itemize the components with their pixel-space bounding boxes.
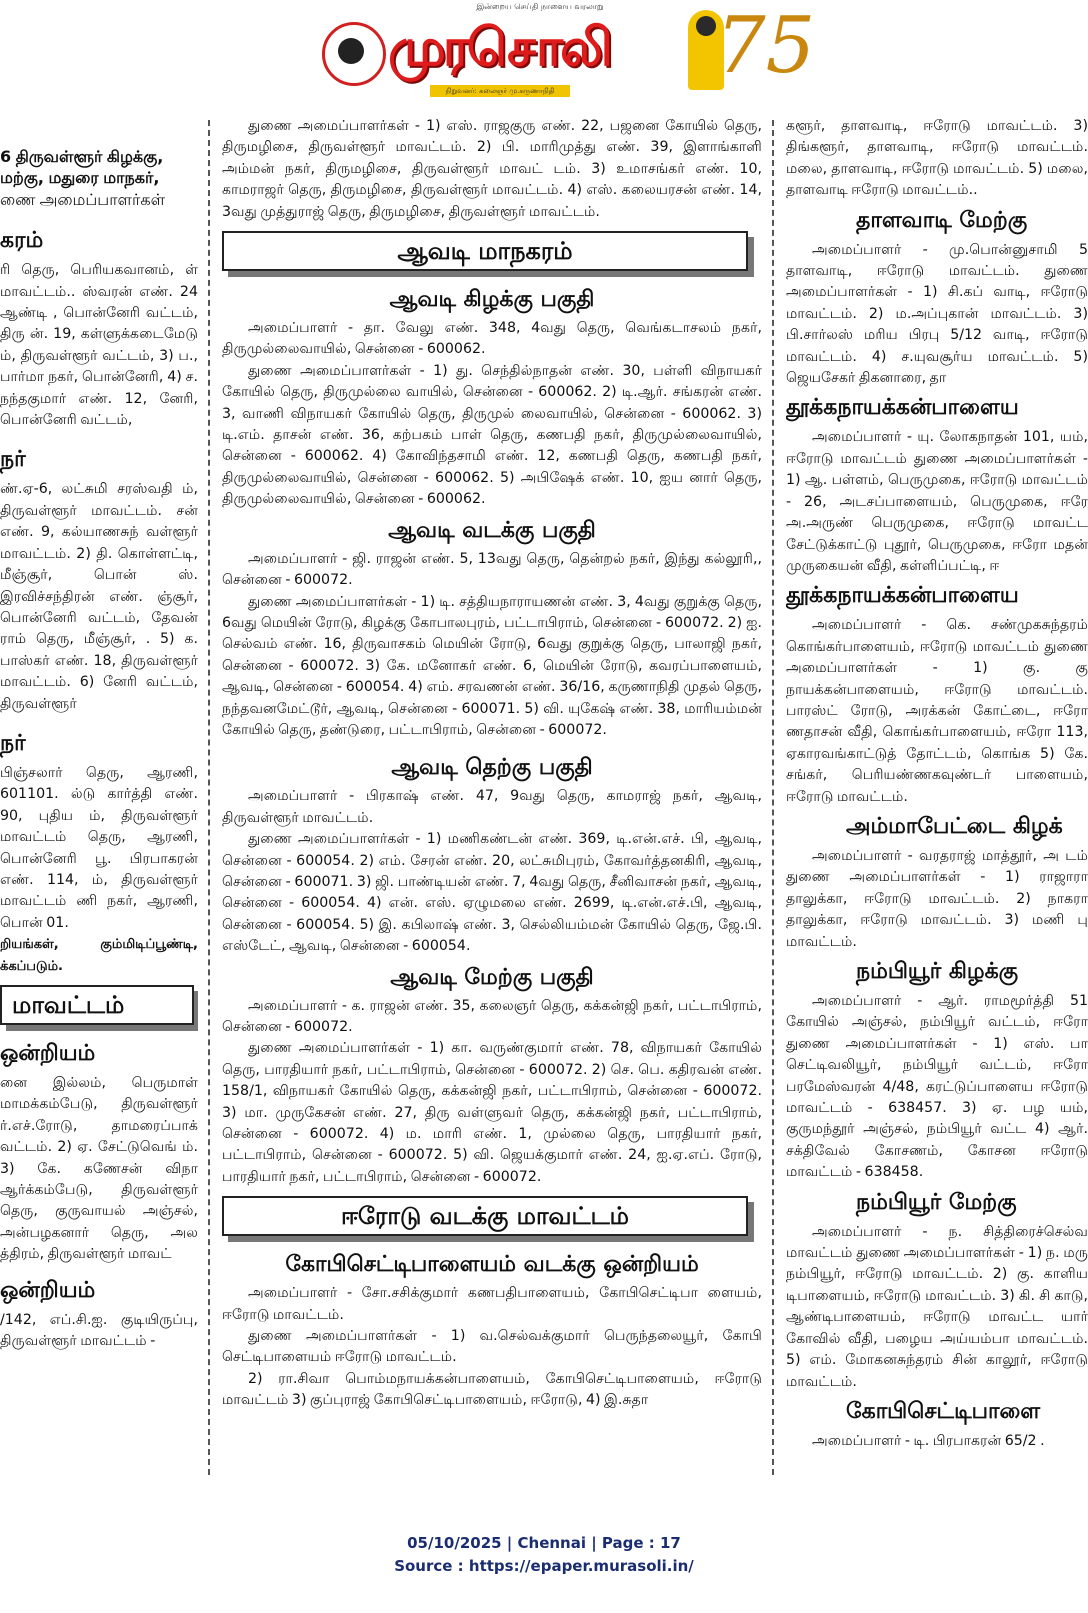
section-heading: ஆவடி தெற்கு பகுதி [391,755,593,781]
section-heading: ஒன்றியம் [0,1041,96,1066]
organizer-text: அமைப்பாளர் - பிரகாஷ் எண். 47, 9வது தெரு, காமராஜ் நகர், ஆவடி, திருவள்ளூர் மாவட்டம். [222,788,762,826]
section-heading: ஆவடி கிழக்கு பகுதி [389,287,595,313]
deputies-text: துணை அமைப்பாளர்கள் - 1) து. செந்தில்நாதன் எண். 30, பள்ளி விநாயகர் கோயில் தெரு, திருமுல்லை வாயில், சென்னை - 600062. 2) டி.ஆர். சங்கரன் எண். 3, வாணி விநாயகர் கோயில் தெரு, திருமுல் லைவாயில், சென்னை - 600062. 3) டி.எம். தாசன் எண். 36, கற்பகம் பாள் தெரு, கணபதி நகர், திருமுல்லைவாயில், சென்னை - 600062. 4) கோவிந்தசாமி எண். 12, கணபதி தெரு, கணபதி நகர், திருமுல்லைவாயில், சென்னை - 600062. 5) அபிஷேக் எண். 10, ஐய னார் தெரு, திருமுல்லைவாயில், சென்னை - 600062. [222,362,762,508]
section-heading: நர் [0,730,26,756]
deputies-text: 2) ரா.சிவா பொம்மநாயக்கன்பாளையம், கோபிசெட்டிபாளையம், ஈரோடு மாவட்டம் 3) குப்புராஜ் கோபிசெட்டிபாளையம், ஈரோடு, 4) இ.சுதா [222,1370,762,1409]
section-heading: ஒன்றியம் [0,1277,96,1303]
section-heading: தூக்கநாயக்கன்பாளைய [786,395,1019,421]
section-text: ரி தெரு, பெரியகவானம், ள் மாவட்டம்.. ஸ்வரன் எண். 24 ஆண்டி , பொன்னேரி வட்டம், திரு ன். 19, கள்ளுக்கடைமேடு ம், திருவள்ளூர் வட்டம், 3) ப., பார்மா நகர், பொன்னேரி, 4) ச. நந்தகுமார் எண். 12, னேரி, பொன்னேரி வட்டம், [0,262,198,429]
district-box: மாவட்டம் [0,985,194,1025]
district-box-erode-north: ஈரோடு வடக்கு மாவட்டம் [222,1196,748,1236]
page-footer [0,1532,1088,1578]
section-text: அமைப்பாளர் - ஆர். ராமமூர்த்தி 51 கோயில் அஞ்சல், நம்பியூர் வட்டம், ஈரோ துணை அமைப்பாளர்கள் - 1) எஸ். பா செட்டிவலியூர், நம்பியூர் வட்டம், ஈரோ பரமேஸ்வரன் 4/48, கரட்டுப்பாளைய ஈரோடு மாவட்டம் - 638457. 3) ஏ. பழ யம், குருமந்தூர் அஞ்சல், நம்பியூர் வட்ட 4) ஆர். சக்திவேல் கோசணம், கோசன ஈரோடு மாவட்டம் - 638458. [786,993,1088,1181]
deputies-text: துணை அமைப்பாளர்கள் - 1) வ.செல்வக்குமார் பெருந்தலையூர், கோபி செட்டிபாளையம் ஈரோடு மாவட்டம். [222,1328,762,1366]
intro-line: 6 திருவள்ளூர் கிழக்கு, [0,147,164,166]
intro-line: மற்கு, மதுரை மாநகர், [0,168,160,188]
anniversary-badge: 75 [716,1,816,91]
left-column [0,116,198,1473]
edition-info: 05/10/2025 | Chennai | Page : 17 [407,1534,681,1552]
section-text: அமைப்பாளர் - டி. பிரபாகரன் 65/2 . [812,1432,1045,1449]
column-divider [772,120,774,1475]
section-text: னை இல்லம், பெருமாள் மாமக்கம்பேடு, திருவள்ளூர் ர்.எச்.ரோடு, தாமரைப்பாக் வட்டம். 2) ஏ. சேட்டுவெங் ம். 3) கே. கணேசன் விநா ஆர்க்கம்பேடு, திருவள்ளூர் தெரு, குருவாயல் அஞ்சல், அன்பழகனார் தெரு, அல த்திரம், திருவள்ளூர் மாவட் [0,1075,198,1263]
section-text: பிஞ்சலார் தெரு, ஆரணி, 601101. ல்டு கார்த்தி எண். 90, புதிய ம், திருவள்ளூர் மாவட்டம் தெரு, ஆரணி, பொன்னேரி பூ. பிரபாகரன் எண். 114, ம், திருவள்ளூர் மாவட்டம் ணி நகர், ஆரணி, பொன் 01. [0,764,198,931]
section-heading: நம்பியூர் மேற்கு [856,1189,1017,1215]
section-text: அமைப்பாளர் - கெ. சண்முகசுந்தரம் கொங்கர்பாளையம், ஈரோடு மாவட்டம் துணை அமைப்பாளர்கள் - 1) கு. கு நாயக்கன்பாளையம், ஈரோடு மாவட்டம். பாரஸ்ட் ரோடு, அரக்கன் கோட்டை, ஈரோ ணதாசன் வீதி, கொங்கர்பாளையம், ஈரோ 113, ஏகாரவங்காட்டுத் தோட்டம், கொங்க 5) கே. சங்கர், பெரியண்ணகவுண்டர் பாளையம், ஈரோடு மாவட்டம். [786,617,1088,805]
section-heading: தூக்கநாயக்கன்பாளைய [786,583,1019,609]
section-heading: கரம் [0,228,44,254]
organizer-text: அமைப்பாளர் - சோ.சசிக்குமார் கணபதிபாளையம், கோபிசெட்டிபா ளையம், ஈரோடு மாவட்டம். [222,1285,762,1323]
note-text: றியங்கள், கும்மிடிப்பூண்டி, க்கப்படும். [0,937,198,974]
organizer-text: அமைப்பாளர் - ஜி. ராஜன் எண். 5, 13வது தெரு, தென்றல் நகர், இந்து கல்லூரி,, சென்னை - 600072. [222,550,762,589]
district-box-avadi: ஆவடி மாநகரம் [222,231,748,271]
section-heading: கோபிசெட்டிபாளையம் வடக்கு ஒன்றியம் [285,1252,699,1278]
masthead [0,0,1088,112]
section-text: அமைப்பாளர் - மு.பொன்னுசாமி 5 தாளவாடி, ஈரோடு மாவட்டம். துணை அமைப்பாளர்கள் - 1) சி.கப் வாடி, ஈரோடு மாவட்டம். 2) ம.அப்புகான் மாவட்டம். 3) பி.சார்லஸ் மரிய பிரபு 5/12 வாடி, ஈரோடு மாவட்டம். 4) ச.யுவசூர்ய மாவட்டம். 5) ஜெயசேகர் திகனாரை, தா [786,241,1088,387]
party-emblem-icon [322,22,386,86]
intro-text: துணை அமைப்பாளர்கள் - 1) எஸ். ராஜகுரு எண். 22, பஜனை கோயில் தெரு, திருமழிசை, திருவள்ளூர் மாவட்டம். 2) பி. மாரிமுத்து எண். 39, இளாங்காளி அம்மன் நகர், திருமழிசை, திருவள்ளூர் மாவட் டம். 3) உமாசங்கர் எண். 10, காமராஜர் தெரு, திருமழிசை, திருவள்ளூர் மாவட்டம். 4) எஸ். கலையரசன் எண். 14, 3வது முத்துராஜ் தெரு, திருமழிசை, திருவள்ளூர் மாவட்டம். [222,118,762,220]
section-text: அமைப்பாளர் - யு. லோகநாதன் 101, யம், ஈரோடு மாவட்டம் துணை அமைப்பாளர்கள் - 1) ஆ. பள்ளம், பெருமுகை, ஈரோடு மாவட்டம் - 26, அடசப்பாளையம், பெருமுகை, ஈரே அ.அருண் பெருமுகை, ஈரோடு மாவட்ட சேட்டுக்காட்டு புதூர், பெருமுகை, ஈரோ மதன் முருகையன் வீதி, கள்ளிப்பட்டி, ஈ [786,429,1088,574]
source-link[interactable]: Source : https://epaper.murasoli.in/ [394,1557,694,1575]
section-text: அமைப்பாளர் - ந. சித்திரைச்செல்வ மாவட்டம் துணை அமைப்பாளர்கள் - 1) ந. மரு நம்பியூர், ஈரோடு மாவட்டம். 2) கு. காளிய டிபாளையம், ஈரோடு மாவட்டம். 3) கி. சி காடு, ஆண்டிபாளையம், ஈரோடு மாவட்ட யார் கோவில் வீதி, பழைய அய்யம்பா மாவட்டம். 5) எம். மோகனசுந்தரம் சின் காலூர், ஈரோடு மாவட்டம். [786,1223,1088,1390]
deputies-text: துணை அமைப்பாளர்கள் - 1) டி. சத்தியநாராயணன் எண். 3, 4வது குறுக்கு தெரு, 6வது மெயின் ரோடு, கிழக்கு கோபாலபுரம், பட்டாபிராம், சென்னை - 600072. 2) ஐ. செல்வம் எண். 16, திருவாசகம் மெயின் ரோடு, 6வது குறுக்கு தெரு, பாலாஜி நகர், சென்னை - 600072. 3) கே. மனோகர் எண். 6, மெயின் ரோடு, கவரப்பாளையம், ஆவடி, சென்னை - 600054. 4) எம். சரவணன் எண். 36/16, கருணாநிதி முதல் தெரு, நந்தவனமேட்டூர், ஆவடி, சென்னை - 600071. 5) வி. யுகேஷ் எண். 38, மாரியம்மன் கோயில் தெரு, தண்டுரை, பட்டாபிராம், சென்னை - 600072. [222,593,762,738]
founder-tag: நிறுவனர்: கலைஞர் மு.கருணாநிதி [430,85,570,97]
section-heading: ஆவடி மேற்கு பகுதி [390,964,594,990]
section-heading: ஆவடி வடக்கு பகுதி [388,517,596,543]
deputies-text: துணை அமைப்பாளர்கள் - 1) மணிகண்டன் எண். 369, டி.என்.எச். பி, ஆவடி, சென்னை - 600054. 2) எம். சேரன் எண். 20, லட்சுமிபுரம், கோவர்த்தனகிரி, ஆவடி, சென்னை - 600071. 3) ஜி. பாண்டியன் எண். 7, 4வது தெரு, சீனிவாசன் நகர், ஆவடி, சென்னை - 600054. 4) என். எஸ். ஏழுமலை எண். 2699, டி.என்.எச்.பி, ஆவடி, சென்னை - 600054. 5) இ. கபிலாஷ் எண். 3, செல்லியம்மன் கோயில் தெரு, ஜே.பி. எஸ்டேட், ஆவடி, சென்னை - 600054. [222,831,762,955]
section-heading: தாளவாடி மேற்கு [856,207,1028,233]
newspaper-logo: முரசொலி [388,18,610,78]
section-heading: நர் [0,447,26,473]
section-heading: அம்மாபேட்டை கிழக் [846,813,1063,839]
intro-text: களூர், தாளவாடி, ஈரோடு மாவட்டம். 3) திங்களூர், தாளவாடி, ஈரோடு மாவட்டம். மலை, தாளவாடி, ஈரோடு மாவட்டம். 5) மலை, தாளவாடி ஈரோடு மாவட்டம்.. [786,118,1088,199]
section-heading: கோபிசெட்டிபாளை [846,1398,1041,1424]
section-text: அமைப்பாளர் - வரதராஜ் மாத்தூர், அ டம் துணை அமைப்பாளர்கள் - 1) ராஜாரா தாலுக்கா, ஈரோடு மாவட்டம். 2) நாகரா தாலுக்கா, ஈரோடு மாவட்டம். 3) மணி பு மாவட்டம். [786,847,1088,950]
section-text: /142, எப்.சி.ஐ. குடியிருப்பு, திருவள்ளூர் மாவட்டம் - [0,1311,198,1350]
deputies-text: துணை அமைப்பாளர்கள் - 1) கா. வருண்குமார் எண். 78, விநாயகர் கோயில் தெரு, பாரதியார் நகர், பட்டாபிராம், சென்னை - 600072. 2) செ. பெ. கதிரவன் எண். 158/1, விநாயகர் கோயில் தெரு, கக்கன்ஜி நகர், பட்டாபிராம், சென்னை - 600072. 3) மா. முருகேசன் எண். 27, திரு வள்ளுவர் தெரு, கக்கன்ஜி நகர், பட்டாபிராம், சென்னை - 600072. 4) ம. மாரி எண். 1, முல்லை தெரு, பாரதியார் நகர், பட்டாபிராம், சென்னை - 600072. 5) வி. ஜெயக்குமார் எண். 24, ஐ.ஏ.எப். ரோடு, பாரதியார் நகர், பட்டாபிராம், சென்னை - 600072. [222,1040,762,1185]
middle-column [222,116,762,1473]
section-text: ண்.ஏ-6, லட்சுமி சரஸ்வதி ம், திருவள்ளூர் மாவட்டம். சன் எண். 9, கல்யாணசுந் வள்ளூர் மாவட்டம். 2) தி. கொள்ளட்டி, மீஞ்சூர், பொன் ஸ். இரவிச்சந்திரன் எண். ஞ்சூர், பொன்னேரி வட்டம், தேவன் ராம் தெரு, மீஞ்சூர், . 5) க. பாஸ்கர் எண். 18, திருவள்ளூர் மாவட்டம். 6) னேரி வட்டம், திருவள்ளூர் [0,481,198,712]
masthead-tagline: இன்றைய செய்தி நாளைய வரலாறு [476,2,604,11]
organizer-text: அமைப்பாளர் - தா. வேலு எண். 348, 4வது தெரு, வெங்கடாசலம் நகர், திருமுல்லைவாயில், சென்னை - 600062. [222,320,762,358]
column-divider [208,120,210,1475]
right-column [786,116,1088,1473]
section-heading: நம்பியூர் கிழக்கு [856,959,1019,984]
organizer-text: அமைப்பாளர் - க. ராஜன் எண். 35, கலைஞர் தெரு, கக்கன்ஜி நகர், பட்டாபிராம், சென்னை - 600072. [222,997,762,1035]
intro-line: ணை அமைப்பாளர்கள் [0,189,166,209]
